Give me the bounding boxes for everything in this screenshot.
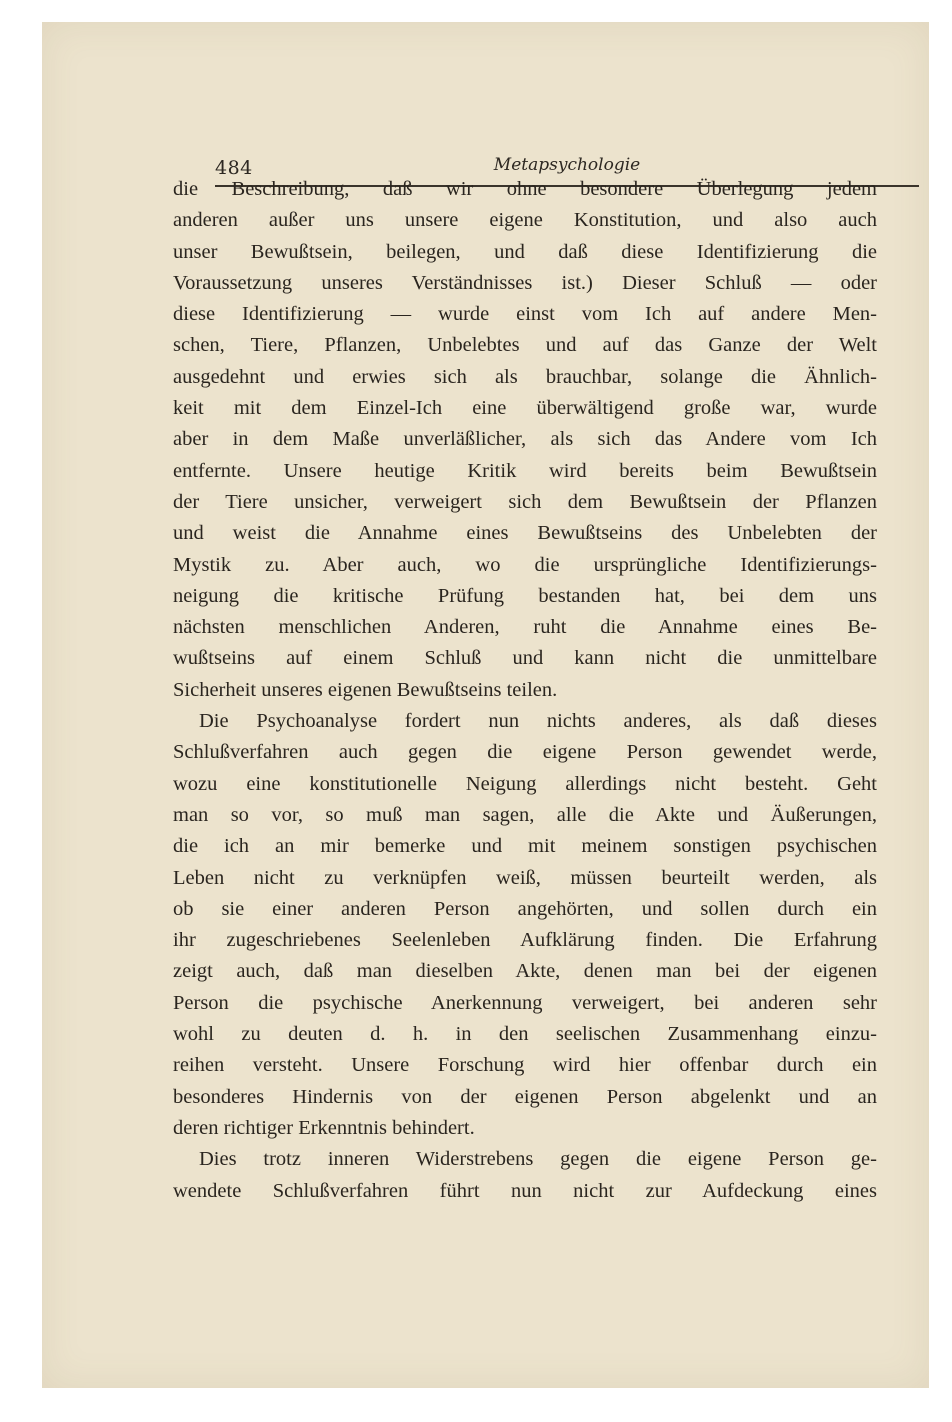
text-line: neigung die kritische Prüfung bestanden hat, bei dem uns [173, 584, 877, 607]
text-line: schen, Tiere, Pflanzen, Unbelebtes und auf das Ganze der Welt [173, 334, 877, 357]
text-line: und weist die Annahme eines Bewußtseins des Unbelebten der [173, 522, 877, 545]
text-line: Sicherheit unseres eigenen Bewußtseins teilen. [173, 678, 558, 701]
paragraph-1 [173, 174, 877, 706]
text-line: unser Bewußtsein, beilegen, und daß diese Identifizierung die [173, 240, 877, 263]
paragraph-3 [173, 1144, 877, 1207]
page-number: 484 [215, 157, 253, 179]
text-line: diese Identifizierung — wurde einst vom Ich auf andere Men- [173, 303, 877, 326]
text-line: deren richtiger Erkenntnis behindert. [173, 1116, 475, 1139]
text-line: Mystik zu. Aber auch, wo die ursprüngliche Identifizierungs- [173, 553, 877, 576]
text-line: die ich an mir bemerke und mit meinem sonstigen psychischen [173, 835, 877, 858]
text-line: reihen versteht. Unsere Forschung wird hier offenbar durch ein [173, 1054, 877, 1077]
text-line: keit mit dem Einzel-Ich eine überwältigend große war, wurde [173, 397, 877, 420]
text-line: man so vor, so muß man sagen, alle die Akte und Äußerungen, [173, 803, 877, 826]
text-line: der Tiere unsicher, verweigert sich dem Bewußtsein der Pflanzen [173, 490, 877, 513]
body-text [173, 174, 877, 1207]
text-line: Dies trotz inneren Widerstrebens gegen die eigene Person ge- [199, 1148, 877, 1171]
text-line: wozu eine konstitutionelle Neigung allerdings nicht besteht. Geht [173, 772, 877, 795]
text-line: wohl zu deuten d. h. in den seelischen Zusammenhang einzu- [173, 1023, 877, 1046]
text-line: Person die psychische Anerkennung verweigert, bei anderen sehr [173, 991, 877, 1014]
text-line: die Beschreibung, daß wir ohne besondere Überlegung jedem [173, 178, 877, 200]
text-line: ob sie einer anderen Person angehörten, und sollen durch ein [173, 897, 877, 920]
text-line: anderen außer uns unsere eigene Konstitution, und also auch [173, 209, 877, 232]
text-line: aber in dem Maße unverläßlicher, als sich das Andere vom Ich [173, 428, 877, 451]
paragraph-2 [173, 706, 877, 1144]
text-line: nächsten menschlichen Anderen, ruht die Annahme eines Be- [173, 616, 877, 639]
text-line: zeigt auch, daß man dieselben Akte, denen man bei der eigenen [173, 960, 877, 983]
text-line: ihr zugeschriebenes Seelenleben Aufklärung finden. Die Erfahrung [173, 929, 877, 952]
text-line: Voraussetzung unseres Verständnisses ist.) Dieser Schluß — oder [173, 271, 877, 294]
text-line: ausgedehnt und erwies sich als brauchbar, solange die Ähnlich- [173, 365, 877, 388]
text-line: entfernte. Unsere heutige Kritik wird bereits beim Bewußtsein [173, 459, 877, 482]
text-line: wußtseins auf einem Schluß und kann nicht die unmittelbare [173, 647, 877, 670]
text-line: Schlußverfahren auch gegen die eigene Person gewendet werde, [173, 741, 877, 764]
text-line: besonderes Hindernis von der eigenen Person abgelenkt und an [173, 1085, 877, 1108]
text-line: wendete Schlußverfahren führt nun nicht zur Aufdeckung eines [173, 1179, 877, 1202]
text-line: Die Psychoanalyse fordert nun nichts anderes, als daß dieses [199, 710, 877, 733]
running-title: Metapsychologie [493, 155, 641, 175]
text-line: Leben nicht zu verknüpfen weiß, müssen beurteilt werden, als [173, 866, 877, 889]
